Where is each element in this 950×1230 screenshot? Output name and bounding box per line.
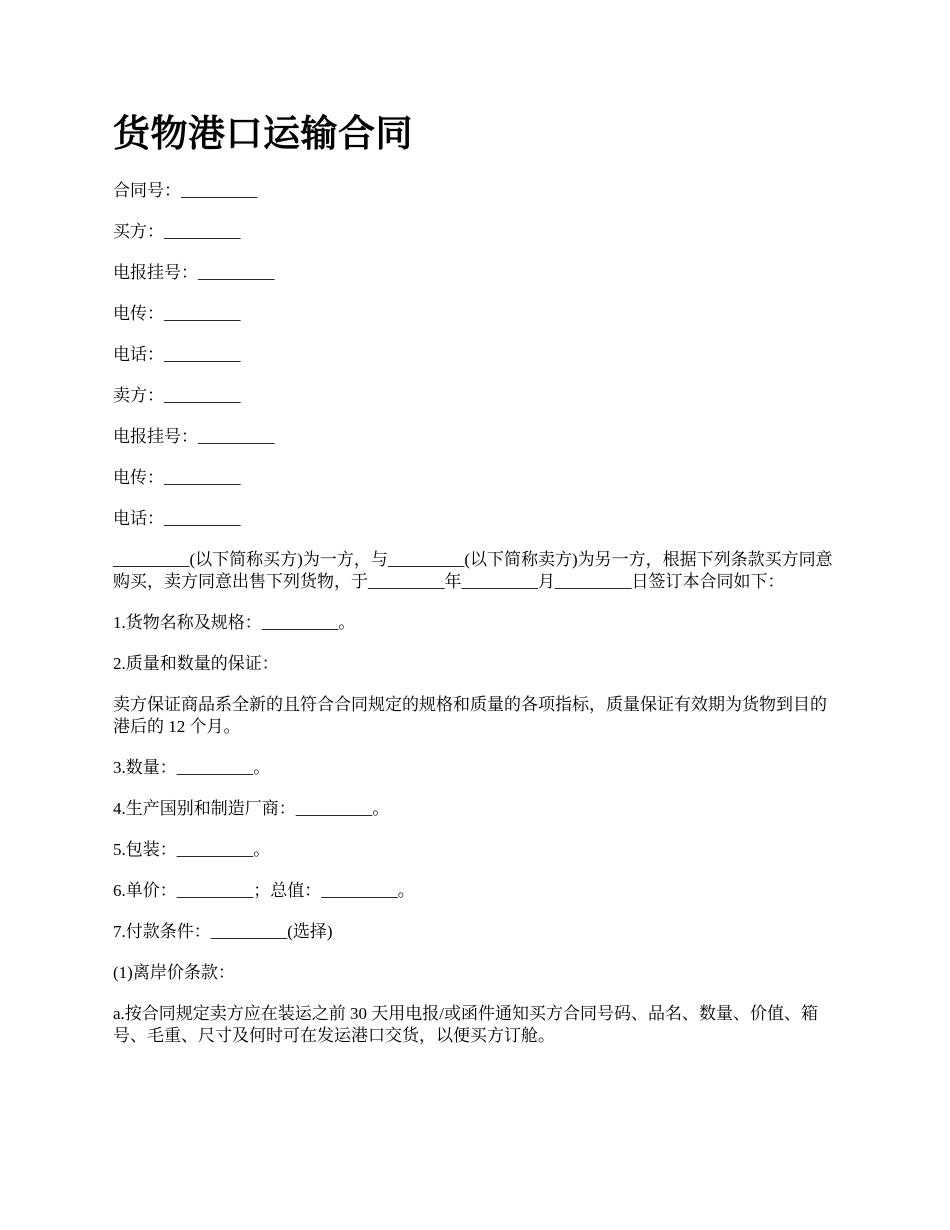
clause-2-body: 卖方保证商品系全新的且符合合同规定的规格和质量的各项指标，质量保证有效期为货物到目的港后的 12 个月。 [113,695,827,736]
clause-1-goods: 1.货物名称及规格：_________。 [113,613,356,632]
field-buyer-phone: 电话：_________ [113,345,241,364]
clause-5-packing: 5.包装：_________。 [113,840,271,859]
field-buyer-cable: 电报挂号：_________ [113,263,275,282]
field-buyer-telex: 电传：_________ [113,304,241,323]
clause-4-origin: 4.生产国别和制造厂商：_________。 [113,799,390,818]
field-seller-cable: 电报挂号：_________ [113,427,275,446]
field-seller: 卖方：_________ [113,386,241,405]
clause-6-price: 6.单价：_________；总值：_________。 [113,881,415,900]
document-title: 货物港口运输合同 [113,114,413,155]
intro-paragraph: _________(以下简称买方)为一方，与_________(以下简称卖方)为另一方，根据下列条款买方同意购买，卖方同意出售下列货物，于_________年_________月_________日签订本合同如下： [113,550,833,591]
clause-7-payment: 7.付款条件：_________(选择) [113,922,333,941]
clause-2-heading: 2.质量和数量的保证： [113,654,279,673]
field-buyer: 买方：_________ [113,222,241,241]
field-seller-phone: 电话：_________ [113,509,241,528]
clause-7-1-fob: (1)离岸价条款： [113,963,235,982]
clause-3-quantity: 3.数量：_________。 [113,758,271,777]
clause-7-1-a: a.按合同规定卖方应在装运之前 30 天用电报/或函件通知买方合同号码、品名、数量、价值、箱号、毛重、尺寸及何时可在发运港口交货，以便买方订舱。 [113,1004,819,1045]
document-page [113,112,843,1066]
field-contract-number: 合同号：_________ [113,181,258,200]
field-seller-telex: 电传：_________ [113,468,241,487]
